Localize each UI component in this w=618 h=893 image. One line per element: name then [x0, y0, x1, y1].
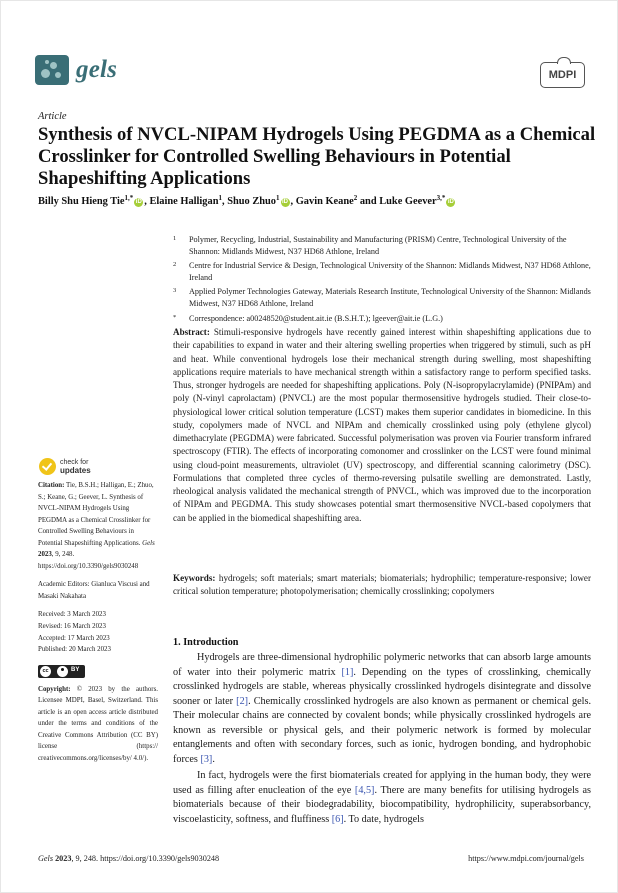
citation-link[interactable]: [3] [200, 753, 213, 765]
abstract [173, 326, 591, 525]
citation-link[interactable]: [6] [331, 814, 344, 826]
author-affiliation-marker: 1 [218, 194, 222, 202]
received-date: Received: 3 March 2023 [38, 611, 106, 619]
author-affiliation-marker: 2 [353, 194, 358, 202]
keywords-label: Keywords: [173, 573, 216, 583]
footer-citation: Gels 2023, 9, 248. https://doi.org/10.3390/gels9030248 [38, 854, 220, 863]
cc-by-license-badge[interactable] [38, 665, 85, 678]
journal-url[interactable]: https://www.mdpi.com/journal/gels [468, 854, 584, 863]
orcid-icon[interactable]: iD [282, 199, 289, 205]
journal-logo[interactable] [35, 55, 117, 85]
affiliation-number: 1 [173, 235, 177, 242]
gels-logo-icon [35, 55, 69, 85]
affiliation-item [173, 234, 593, 257]
author-separator: , [144, 196, 150, 207]
affiliation-text: Applied Polymer Technologies Gateway, Materials Research Institute, Technological University of the Shannon: Midlands Midwest, N37 HD68 Athlone, Ireland [189, 287, 591, 308]
abstract-label: Abstract: [173, 327, 210, 337]
affiliation-item [173, 286, 593, 309]
paper-title: Synthesis of NVCL-NIPAM Hydrogels Using PEGDMA as a Chemical Crosslinker for Controlled Swelling Behaviours in Potential Shapeshifting Applications [38, 124, 596, 189]
revised-date: Revised: 16 March 2023 [38, 623, 106, 631]
affiliation-item [173, 313, 593, 325]
person-icon [57, 666, 68, 677]
citation-link[interactable]: [4,5] [354, 784, 375, 796]
academic-editors: Academic Editors: Gianluca Viscusi and Masaki Nakahata [38, 581, 150, 600]
citation-link[interactable]: [1] [341, 666, 354, 678]
keywords-text: hydrogels; soft materials; smart materials; biomaterials; hydrophilic; temperature-responsive; lower critical solution temperature; photopolymerisation; chemically crosslinking; copolymers [173, 573, 592, 597]
orcid-icon[interactable]: iD [447, 199, 454, 205]
check-updates-line1: check for [60, 458, 89, 466]
checkmark-icon [39, 458, 56, 475]
author-name: Shuo Zhuo [227, 196, 277, 207]
introduction-body [173, 651, 591, 828]
journal-name: gels [76, 56, 118, 83]
citation: Citation: Tie, B.S.H.; Halligan, E.; Zhuo, S.; Keane, G.; Geever, L. Synthesis of NVCL-NIPAM Hydrogels Using PEGDMA as a Chemical Crosslinker for Controlled Swelling Behaviours in Potential Shapeshifting Applications. Gels 2023, 9, 248. https://doi.org/10.3390/gels9030248 [38, 482, 155, 570]
sidebar-metadata [38, 480, 158, 771]
author-separator: , [290, 196, 296, 207]
author-affiliation-marker: 1 [276, 194, 280, 202]
cc-icon: cc [40, 666, 51, 677]
author-affiliation-marker: 1,* [124, 194, 134, 202]
author-separator: , [221, 196, 228, 207]
abstract-text: Stimuli-responsive hydrogels have recently gained interest within shapeshifting applications due to their capabilities to expand in water and their altering swelling properties when triggered by stimuli, such as pH and heat. While conventional hydrogels lose their mechanical strength during swelling, most shapeshifting applications require materials to have mechanical strength within a satisfactory range to perform specified tasks. Thus, stronger hydrogels are needed for shapeshifting applications. Poly (N-isopropylacrylamide) (PNIPAm) and poly (N-vinyl caprolactam) (PNVCL) are the most popular thermosensitive hydrogels studied. Their close-to-physiological lower critical solution temperature (LCST) makes them superior candidates in biomedicine. In this study, copolymers made of NVCL and NIPAm and chemically crosslinked using poly (ethylene glycol) dimethacrylate (PEGDMA) were fabricated. Successful polymerisation was proven via Fourier transform infrared spectroscopy (FTIR). The effects of incorporating comonomer and crosslinker on the LCST were found minimal using cloud-point measurements, ultraviolet (UV) spectroscopy, and differential scanning calorimetry (DSC). Formulations that completed three cycles of thermo-reversing pulsatile swelling are demonstrated. Lastly, rheological analysis validated the mechanical strength of PNVCL, which was improved due to the incorporation of NIPAm and PEGDMA. This study showcases potential smart thermosensitive NVCL-based copolymers that can be applied in the biomedical shapeshifting area. [173, 327, 591, 523]
copyright-notice: Copyright: © 2023 by the authors. Licensee MDPI, Basel, Switzerland. This article is an open access article distributed under the terms and conditions of the Creative Commons Attribution (CC BY) license (https:// creativecommons.org/licenses/by/ 4.0/). [38, 685, 158, 762]
published-date: Published: 20 March 2023 [38, 646, 111, 654]
author-list [38, 196, 608, 207]
author-separator: and [357, 196, 380, 207]
citation-link[interactable]: [2] [236, 695, 249, 707]
author-affiliation-marker: 3,* [436, 194, 446, 202]
mdpi-logo[interactable] [540, 62, 585, 88]
by-label: BY [71, 667, 80, 674]
orcid-icon[interactable]: iD [135, 199, 142, 205]
article-type: Article [38, 111, 67, 122]
affiliation-number: 2 [173, 261, 177, 269]
affiliation-number: 3 [173, 287, 177, 295]
affiliation-item [173, 260, 593, 283]
check-updates-line2: updates [60, 465, 91, 475]
keywords [173, 572, 591, 599]
affiliation-number: * [173, 313, 177, 321]
affiliation-text: Polymer, Recycling, Industrial, Sustainability and Manufacturing (PRISM) Centre, Technological University of the Shannon: Midlands Midwest, N37 HD68 Athlone, Ireland [189, 235, 567, 256]
section-heading-introduction: 1. Introduction [173, 637, 239, 648]
author-name: Gavin Keane [295, 196, 354, 207]
author-name: Billy Shu Hieng Tie [38, 196, 125, 207]
paragraph: In fact, hydrogels were the first biomaterials created for applying in the human body, they were used as filling after enucleation of the eye [4,5]. There are many benefits for utilising hydrogels as biomaterials because of their biodegradability, biocompatibility, hydrophilicity, superabsorbancy, viscoelasticity, softness, and fluffiness [6]. To date, hydrogels [173, 770, 591, 826]
affiliation-text: Correspondence: a00248520@student.ait.ie (B.S.H.T.); lgeever@ait.ie (L.G.) [189, 313, 443, 323]
affiliation-text: Centre for Industrial Service & Design, Technological University of the Shannon: Midlands Midwest, N37 HD68 Athlone, Ireland [189, 261, 591, 282]
check-for-updates-badge[interactable] [39, 458, 91, 475]
paragraph: Hydrogels are three-dimensional hydrophilic polymeric networks that can absorb large amounts of water into their polymeric matrix [1]. Depending on the types of crosslinking, chemically crosslinked hydrogels are stable, whereas physically crosslinked hydrogels disintegrate and dissolve sooner or later [2]. Chemically crosslinked hydrogels are also known as permanent or chemical gels. Their molecular chains are connected by covalent bonds; while physically crosslinked hydrogels are known as reversible or physical gels, and their polymeric network is formed by molecular entanglements and often with secondary forces, such as ionic, hydrogen bonding, and hydrophobic forces [3]. [173, 652, 591, 765]
author-name: Elaine Halligan [149, 196, 219, 207]
publisher-name: MDPI [548, 69, 577, 81]
affiliations [173, 234, 593, 327]
accepted-date: Accepted: 17 March 2023 [38, 634, 110, 642]
author-name: Luke Geever [379, 196, 437, 207]
